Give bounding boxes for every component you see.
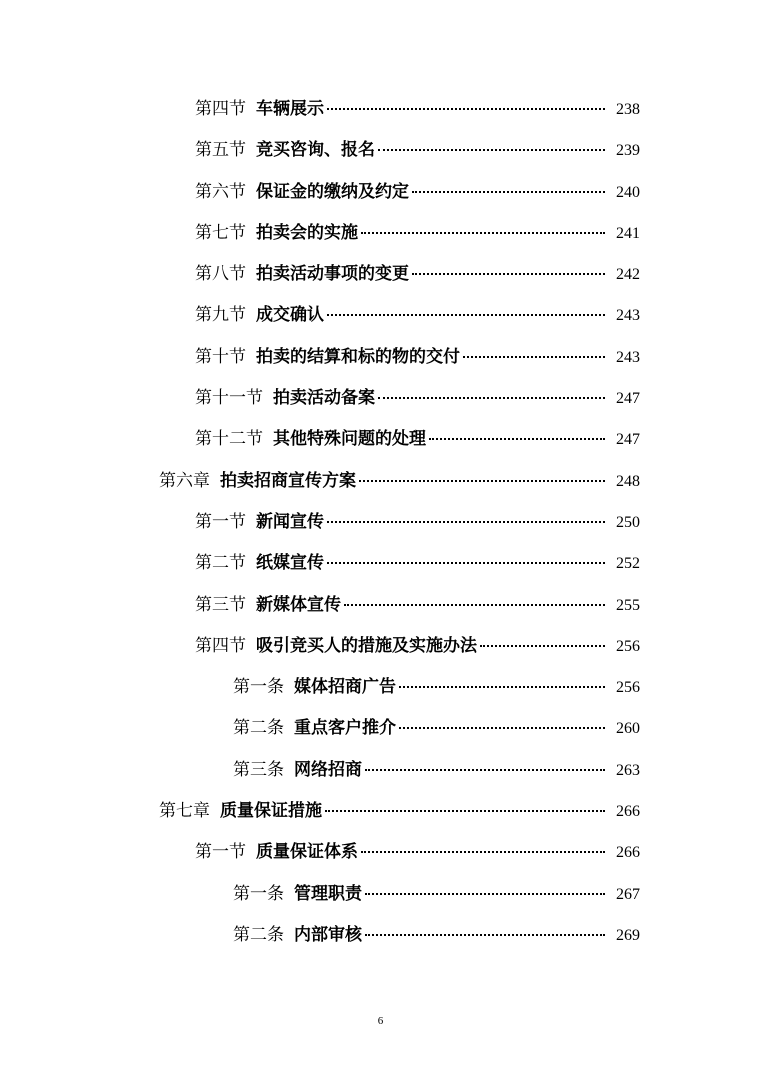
toc-entry[interactable]: [0, 920, 761, 961]
toc-entry-number: 第九节: [195, 305, 246, 326]
toc-entry-number: 第六章: [159, 470, 210, 491]
toc-dot-leader: [399, 727, 605, 729]
toc-entry-page: 241: [616, 224, 640, 242]
toc-entry[interactable]: [0, 342, 761, 383]
toc-entry-number: 第十一节: [195, 388, 263, 409]
toc-entry-number: 第四节: [195, 99, 246, 119]
toc-entry-title: 内部审核: [294, 924, 362, 945]
toc-dot-leader: [344, 604, 605, 606]
toc-entry-page: 247: [616, 390, 640, 408]
toc-entry-number: 第十二节: [195, 429, 263, 450]
toc-dot-leader: [359, 480, 605, 482]
toc-entry-number: 第七章: [159, 801, 210, 822]
toc-entry-number: 第七节: [195, 222, 246, 243]
toc-dot-leader: [327, 314, 605, 316]
toc-entry[interactable]: [0, 590, 761, 631]
toc-entry-number: 第五节: [195, 140, 246, 161]
toc-entry-title: 管理职责: [294, 883, 362, 904]
toc-entry-number: 第一节: [195, 511, 246, 532]
toc-entry[interactable]: [0, 259, 761, 300]
toc-entry-page: 252: [616, 555, 640, 573]
toc-entry[interactable]: [0, 879, 761, 920]
toc-entry-page: 239: [616, 142, 640, 160]
toc-entry-title: 新媒体宣传: [256, 594, 341, 615]
toc-entry-page: 269: [616, 926, 640, 944]
toc-entry-title: 媒体招商广告: [294, 677, 396, 698]
toc-entry-number: 第一条: [233, 883, 284, 904]
toc-entry-page: 242: [616, 266, 640, 284]
toc-entry[interactable]: [0, 135, 761, 176]
toc-entry-title: 竞买咨询、报名: [256, 140, 375, 161]
toc-entry-title: 其他特殊问题的处理: [273, 429, 426, 450]
toc-entry-page: 247: [616, 431, 640, 449]
toc-entry[interactable]: [0, 672, 761, 713]
toc-dot-leader: [325, 810, 605, 812]
toc-dot-leader: [399, 686, 605, 688]
toc-entry-title: 成交确认: [256, 305, 324, 326]
toc-entry-title: 车辆展示: [256, 99, 324, 119]
toc-dot-leader: [412, 191, 605, 193]
toc-entry-page: 243: [616, 307, 640, 325]
toc-entry-title: 保证金的缴纳及约定: [256, 181, 409, 202]
toc-entry[interactable]: [0, 507, 761, 548]
toc-entry[interactable]: [0, 548, 761, 589]
toc-entry[interactable]: [0, 631, 761, 672]
toc-entry[interactable]: [0, 94, 761, 135]
toc-entry-title: 质量保证措施: [220, 801, 322, 822]
toc-dot-leader: [327, 108, 605, 110]
toc-entry-number: 第二条: [233, 924, 284, 945]
toc-entry-title: 质量保证体系: [256, 842, 358, 863]
toc-entry-number: 第三节: [195, 594, 246, 615]
toc-dot-leader: [365, 769, 605, 771]
toc-entry-title: 新闻宣传: [256, 511, 324, 532]
toc-entry-number: 第六节: [195, 181, 246, 202]
toc-entry-page: 263: [616, 761, 640, 779]
toc-entry-page: 243: [616, 348, 640, 366]
toc-entry-number: 第三条: [233, 759, 284, 780]
toc-dot-leader: [327, 521, 605, 523]
toc-entry-page: 266: [616, 803, 640, 821]
toc-entry-number: 第四节: [195, 635, 246, 656]
page-number: 6: [377, 1015, 384, 1027]
toc-entry-page: 256: [616, 679, 640, 697]
toc-entry-title: 拍卖活动备案: [273, 388, 375, 409]
toc-entry-title: 纸媒宣传: [256, 553, 324, 574]
toc-dot-leader: [480, 645, 605, 647]
toc-entry-page: 256: [616, 637, 640, 655]
toc-dot-leader: [361, 232, 605, 234]
toc-dot-leader: [365, 893, 605, 895]
toc-dot-leader: [429, 438, 605, 440]
toc-entry-number: 第一节: [195, 842, 246, 863]
toc-dot-leader: [463, 356, 605, 358]
toc-entry[interactable]: [0, 177, 761, 218]
toc-entry-page: 248: [616, 472, 640, 490]
toc-entry-title: 拍卖活动事项的变更: [256, 264, 409, 285]
toc-entry-title: 吸引竞买人的措施及实施办法: [256, 635, 477, 656]
toc-dot-leader: [361, 851, 605, 853]
toc-entry-page: 255: [616, 596, 640, 614]
toc-entry-page: 260: [616, 720, 640, 738]
toc-entry[interactable]: [0, 383, 761, 424]
toc-entry-number: 第八节: [195, 264, 246, 285]
toc-entry-page: 238: [616, 101, 640, 118]
toc-entry-number: 第一条: [233, 677, 284, 698]
toc-entry[interactable]: [0, 424, 761, 465]
toc-entry-page: 267: [616, 885, 640, 903]
toc-dot-leader: [365, 934, 605, 936]
toc-entry[interactable]: [0, 300, 761, 341]
toc-entry[interactable]: [0, 218, 761, 259]
toc-entry-title: 拍卖会的实施: [256, 222, 358, 243]
toc-entry[interactable]: [0, 466, 761, 507]
toc-entry-title: 网络招商: [294, 759, 362, 780]
toc-entry[interactable]: [0, 755, 761, 796]
toc-dot-leader: [412, 273, 605, 275]
toc-entry-page: 240: [616, 183, 640, 201]
toc-dot-leader: [378, 149, 605, 151]
toc-entry-page: 266: [616, 844, 640, 862]
toc-dot-leader: [378, 397, 605, 399]
table-of-contents: [0, 94, 761, 961]
toc-entry[interactable]: [0, 796, 761, 837]
toc-entry-number: 第二条: [233, 718, 284, 739]
toc-entry[interactable]: [0, 713, 761, 754]
toc-entry-number: 第二节: [195, 553, 246, 574]
toc-entry-title: 拍卖招商宣传方案: [220, 470, 356, 491]
toc-entry-number: 第十节: [195, 346, 246, 367]
toc-entry-title: 拍卖的结算和标的物的交付: [256, 346, 460, 367]
toc-entry[interactable]: [0, 837, 761, 878]
toc-entry-title: 重点客户推介: [294, 718, 396, 739]
toc-dot-leader: [327, 562, 605, 564]
toc-entry-page: 250: [616, 513, 640, 531]
